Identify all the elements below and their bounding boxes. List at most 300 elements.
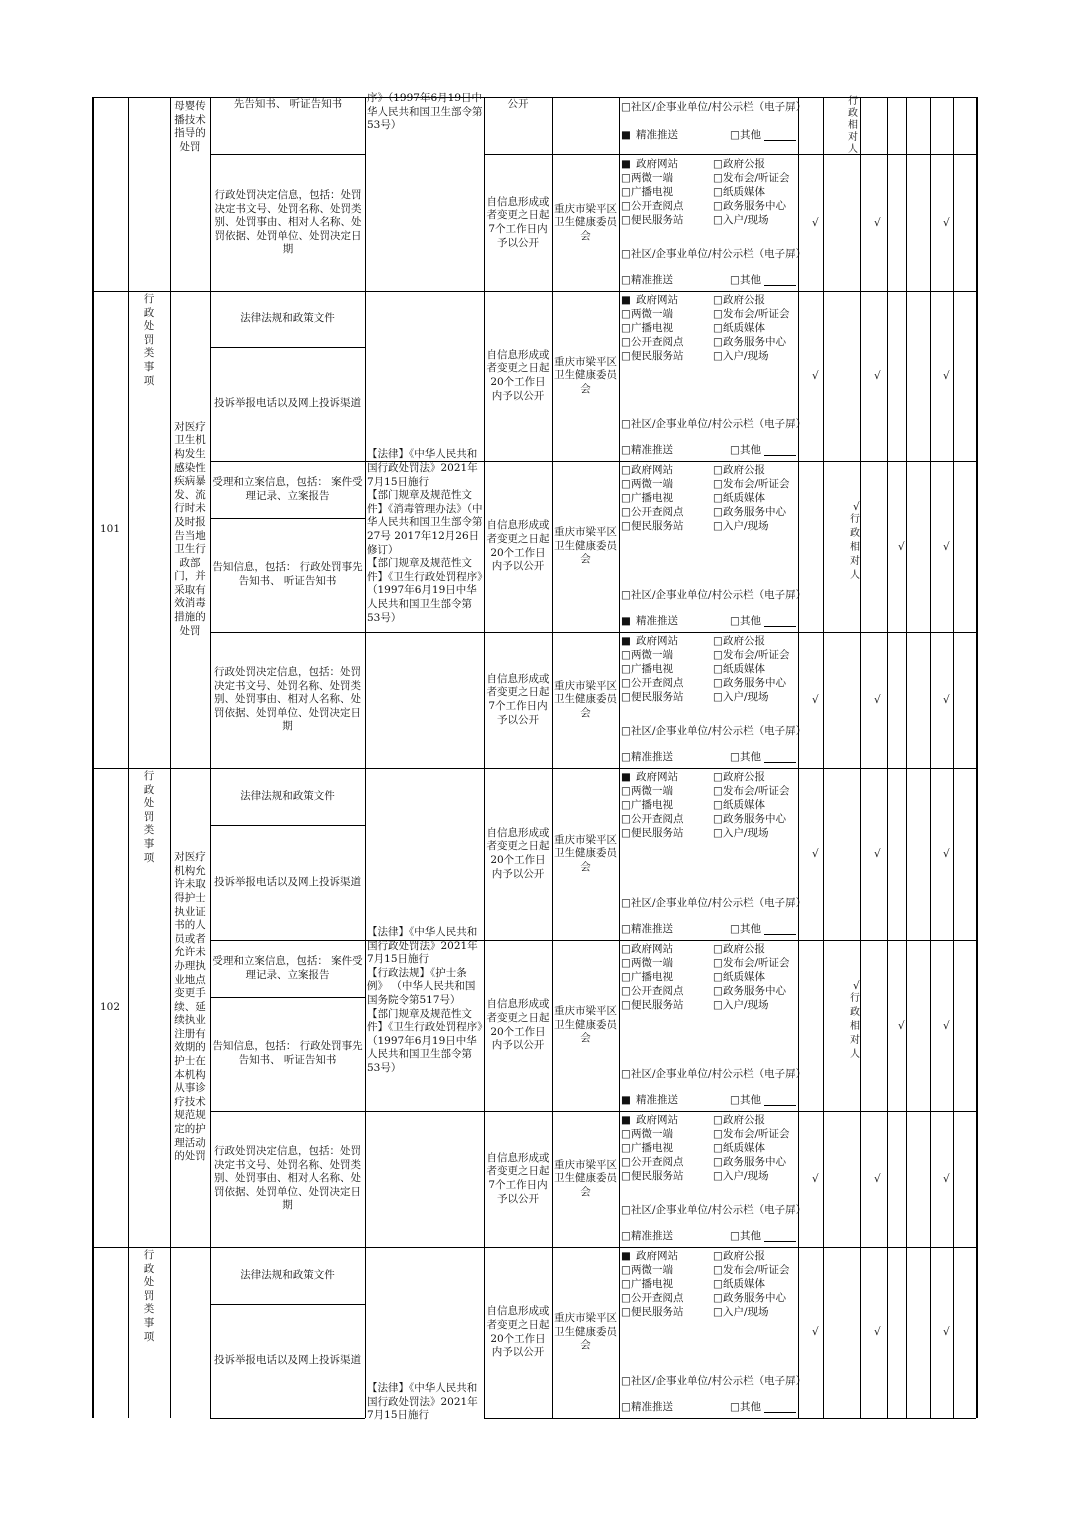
check-mark: √ [874, 217, 881, 229]
checkbox-icon: □ [621, 827, 631, 839]
checkbox-icon: □ [621, 336, 631, 348]
checkbox-icon: □ [621, 1142, 631, 1154]
channel-label: 广播电视 [631, 492, 673, 504]
channel-label: 发布会/听证会 [723, 1264, 790, 1276]
channel-label: 两微一端 [631, 478, 673, 490]
checkbox-icon: □ [730, 129, 740, 141]
checkbox-icon: □ [713, 1128, 723, 1140]
channel-label: 社区/企事业单位/村公示栏（电子屏） [631, 589, 807, 601]
channel-label: 两微一端 [631, 649, 673, 661]
checkbox-icon: □ [713, 186, 723, 198]
channel-label: 发布会/听证会 [723, 785, 790, 797]
table-rule [170, 97, 171, 1418]
check-mark: √ [874, 848, 881, 860]
content-text: 投诉举报电话以及网上投诉渠道 [214, 1354, 361, 1367]
timing-text: 自信息形成或者变更之日起20个工作日内予以公开 [486, 348, 550, 402]
channel-label: 纸质媒体 [723, 1142, 765, 1154]
channel-label: 两微一端 [631, 172, 673, 184]
table-rule [552, 97, 553, 1418]
channel-label: 两微一端 [631, 957, 673, 969]
checkbox-icon: ■ [621, 771, 631, 783]
checkbox-icon: □ [713, 785, 723, 797]
checkbox-icon: □ [621, 589, 631, 601]
basis-text: 【法律】《中华人民共和国行政处罚法》2021年7月15日施行 【行政法规】《护士条例》 （中华人民共和国国务院令第517号） 【部门规章及规范性文件】《卫生行政处罚程序》（1997年6月19日中华人民共和国卫生部令第53号） [367, 926, 483, 1074]
channel-label: 政府网站 [636, 635, 678, 647]
channel-label: 便民服务站 [631, 214, 684, 226]
checkbox-icon: □ [621, 725, 631, 737]
checkbox-icon: ■ [621, 1094, 631, 1106]
checkbox-icon: □ [621, 350, 631, 362]
basis-text: 【法律】《中华人民共和国行政处罚法》2021年7月15日施行 [367, 1382, 478, 1422]
subject-text: 行 政 相 对 人 [850, 513, 860, 581]
checkbox-icon: ■ [621, 635, 631, 647]
channel-label: 政务服务中心 [723, 813, 786, 825]
checkbox-icon: □ [621, 308, 631, 320]
checkbox-icon: □ [621, 1306, 631, 1318]
channel-label: 发布会/听证会 [723, 308, 790, 320]
checkbox-icon: □ [713, 771, 723, 783]
checkbox-icon: □ [621, 1204, 631, 1216]
channel-label: 公开查阅点 [631, 1156, 684, 1168]
checkbox-icon: □ [713, 957, 723, 969]
channel-label: 便民服务站 [631, 520, 684, 532]
checkbox-icon: □ [621, 691, 631, 703]
content-text: 行政处罚决定信息，包括：处罚决定书文号、处罚名称、处罚类别、处罚事由、相对人名称、处罚依据、处罚单位、处罚决定日期 [214, 666, 361, 733]
checkbox-icon: □ [621, 1278, 631, 1290]
channel-label: 其他 [740, 615, 761, 627]
content-text: 先告知书、 听证告知书 [233, 98, 343, 110]
channel-label: 政府公报 [723, 943, 765, 955]
checkbox-icon: □ [730, 751, 740, 763]
table-rule [976, 97, 978, 1418]
blank-underline [764, 1412, 796, 1413]
channel-label: 精准推送 [631, 1230, 673, 1242]
channel-label: 广播电视 [631, 322, 673, 334]
channel-label: 广播电视 [631, 663, 673, 675]
channel-label: 其他 [740, 751, 761, 763]
checkbox-icon: □ [713, 214, 723, 226]
checkbox-icon: □ [713, 827, 723, 839]
channel-label: 社区/企事业单位/村公示栏（电子屏） [631, 1068, 807, 1080]
checkbox-icon: □ [621, 677, 631, 689]
channel-label: 政府网站 [636, 771, 678, 783]
channel-label: 政府网站 [636, 1114, 678, 1126]
blank-underline [764, 626, 796, 627]
checkbox-icon: □ [713, 649, 723, 661]
channel-label: 政府网站 [631, 464, 673, 476]
basis-text: 【法律】《中华人民共和国行政处罚法》2021年7月15日施行 【部门规章及规范性文件】《消毒管理办法》（中华人民共和国卫生部令第27号 2017年12月26日修订） 【部门规章及规范性文件】《卫生行政处罚程序》（1997年6月19日中华人民共和国卫生部令第53号） [367, 448, 483, 624]
checkbox-icon: □ [621, 322, 631, 334]
checkbox-icon: □ [713, 1264, 723, 1276]
checkbox-icon: □ [713, 971, 723, 983]
checkbox-icon: □ [621, 1375, 631, 1387]
channel-label: 政府网站 [631, 943, 673, 955]
check-mark: √ [943, 848, 950, 860]
content-text: 受理和立案信息，包括： 案件受理记录、立案报告 [212, 954, 363, 981]
checkbox-icon: □ [713, 172, 723, 184]
checkbox-icon: □ [621, 1068, 631, 1080]
item-text: 母婴传播技术指导的处罚 [174, 100, 206, 153]
agency-text: 重庆市梁平区卫生健康委员会 [554, 202, 617, 242]
checkbox-icon: □ [713, 1250, 723, 1262]
checkbox-icon: □ [713, 1170, 723, 1182]
channel-label: 便民服务站 [631, 1306, 684, 1318]
channel-label: 入户/现场 [723, 999, 769, 1011]
agency-text: 重庆市梁平区卫生健康委员会 [554, 526, 617, 566]
channel-label: 公开查阅点 [631, 1292, 684, 1304]
channel-label: 便民服务站 [631, 691, 684, 703]
channel-label: 发布会/听证会 [723, 649, 790, 661]
check-mark: √ [943, 217, 950, 229]
checkbox-icon: □ [621, 200, 631, 212]
channel-label: 广播电视 [631, 1278, 673, 1290]
checkbox-icon: □ [713, 677, 723, 689]
blank-underline [764, 285, 796, 286]
checkbox-icon: □ [621, 1128, 631, 1140]
content-text: 投诉举报电话以及网上投诉渠道 [214, 397, 361, 410]
checkbox-icon: □ [621, 813, 631, 825]
channel-label: 政府公报 [723, 294, 765, 306]
checkbox-icon: □ [713, 464, 723, 476]
channel-label: 社区/企事业单位/村公示栏（电子屏） [631, 1204, 807, 1216]
blank-underline [764, 1105, 796, 1106]
timing-text: 自信息形成或者变更之日起20个工作日内予以公开 [486, 826, 550, 880]
channel-label: 公开查阅点 [631, 813, 684, 825]
check-mark: √ [874, 1326, 881, 1338]
checkbox-icon: □ [713, 1156, 723, 1168]
checkbox-icon: ■ [621, 615, 631, 627]
checkbox-icon: □ [713, 492, 723, 504]
checkbox-icon: □ [621, 214, 631, 226]
checkbox-icon: □ [713, 1142, 723, 1154]
channel-label: 发布会/听证会 [723, 1128, 790, 1140]
content-text: 告知信息，包括： 行政处罚事先告知书、 听证告知书 [212, 1040, 363, 1066]
agency-text: 重庆市梁平区卫生健康委员会 [554, 833, 617, 873]
check-mark: √ [853, 500, 860, 513]
channel-label: 广播电视 [631, 971, 673, 983]
channel-label: 公开查阅点 [631, 985, 684, 997]
checkbox-icon: □ [621, 418, 631, 430]
channel-label: 入户/现场 [723, 520, 769, 532]
channel-label: 精准推送 [636, 615, 678, 627]
checkbox-icon: □ [621, 663, 631, 675]
table-rule [210, 154, 365, 155]
channel-label: 入户/现场 [723, 1170, 769, 1182]
checkbox-icon: □ [621, 492, 631, 504]
checkbox-icon: □ [713, 813, 723, 825]
category-text: 行 政 处 罚 类 事 项 [143, 293, 155, 387]
checkbox-icon: □ [730, 274, 740, 286]
channel-label: 其他 [740, 1094, 761, 1106]
checkbox-icon: □ [621, 248, 631, 260]
channel-label: 政府网站 [636, 294, 678, 306]
checkbox-icon: □ [621, 751, 631, 763]
channel-label: 政府公报 [723, 771, 765, 783]
channel-label: 政务服务中心 [723, 506, 786, 518]
checkbox-icon: □ [713, 478, 723, 490]
channel-label: 政府公报 [723, 635, 765, 647]
channel-label: 其他 [740, 129, 761, 141]
blank-underline [764, 934, 796, 935]
check-mark: √ [812, 217, 819, 229]
channel-label: 政府公报 [723, 158, 765, 170]
channel-label: 政府网站 [636, 158, 678, 170]
checkbox-icon: □ [713, 294, 723, 306]
channel-label: 公开查阅点 [631, 677, 684, 689]
checkbox-icon: □ [713, 308, 723, 320]
checkbox-icon: □ [621, 478, 631, 490]
channel-label: 政务服务中心 [723, 1292, 786, 1304]
channel-label: 入户/现场 [723, 827, 769, 839]
table-rule [210, 97, 211, 1418]
content-text: 行政处罚决定信息，包括：处罚决定书文号、处罚名称、处罚类别、处罚事由、相对人名称、处罚依据、处罚单位、处罚决定日期 [214, 189, 362, 256]
checkbox-icon: □ [730, 1230, 740, 1242]
channel-label: 社区/企事业单位/村公示栏（电子屏） [631, 897, 807, 909]
channel-label: 公开查阅点 [631, 506, 684, 518]
channel-label: 其他 [740, 923, 761, 935]
checkbox-icon: □ [621, 1264, 631, 1276]
channel-label: 精准推送 [631, 274, 673, 286]
content-text: 法律法规和政策文件 [240, 1268, 335, 1281]
channel-label: 政府公报 [723, 1250, 765, 1262]
timing-text: 自信息形成或者变更之日起20个工作日内予以公开 [486, 998, 550, 1052]
check-mark: √ [943, 370, 950, 382]
channel-label: 精准推送 [636, 1094, 678, 1106]
channel-label: 公开查阅点 [631, 200, 684, 212]
agency-text: 重庆市梁平区卫生健康委员会 [554, 679, 617, 719]
checkbox-icon: □ [621, 923, 631, 935]
category-text: 行 政 处 罚 类 事 项 [143, 1249, 155, 1343]
channel-label: 政务服务中心 [723, 985, 786, 997]
checkbox-icon: ■ [621, 1250, 631, 1262]
basis-text: 序》（1997年6月19日中华人民共和国卫生部令第53号） [367, 92, 483, 132]
checkbox-icon: ■ [621, 129, 631, 141]
checkbox-icon: □ [713, 999, 723, 1011]
channel-label: 发布会/听证会 [723, 957, 790, 969]
check-mark: √ [898, 1019, 905, 1032]
table-rule [484, 97, 485, 1418]
checkbox-icon: □ [713, 200, 723, 212]
channel-label: 广播电视 [631, 186, 673, 198]
checkbox-icon: □ [713, 943, 723, 955]
checkbox-icon: □ [730, 1094, 740, 1106]
blank-underline [764, 140, 796, 141]
check-mark: √ [853, 979, 860, 992]
channel-label: 入户/现场 [723, 1306, 769, 1318]
channel-label: 广播电视 [631, 1142, 673, 1154]
content-text: 法律法规和政策文件 [240, 789, 335, 802]
channel-label: 精准推送 [631, 1401, 673, 1413]
channel-label: 纸质媒体 [723, 492, 765, 504]
channel-label: 政府公报 [723, 1114, 765, 1126]
channel-label: 公开查阅点 [631, 336, 684, 348]
channel-label: 精准推送 [631, 444, 673, 456]
checkbox-icon: □ [621, 444, 631, 456]
checkbox-icon: □ [713, 1114, 723, 1126]
checkbox-icon: □ [621, 520, 631, 532]
item-text: 对医疗机构允许未取得护士执业证书的人员或者允许未办理执业地点变更手续、延续执业注册有效期的护士在本机构从事诊疗技术规范规定的护理活动的处罚 [174, 851, 206, 1163]
checkbox-icon: □ [621, 1292, 631, 1304]
channel-label: 政府公报 [723, 464, 765, 476]
channel-label: 广播电视 [631, 799, 673, 811]
checkbox-icon: □ [621, 957, 631, 969]
checkbox-icon: □ [713, 635, 723, 647]
checkbox-icon: □ [621, 799, 631, 811]
checkbox-icon: □ [713, 985, 723, 997]
check-mark: √ [943, 540, 950, 553]
check-mark: √ [812, 1326, 819, 1338]
checkbox-icon: □ [621, 101, 631, 113]
blank-underline [764, 762, 796, 763]
agency-text: 重庆市梁平区卫生健康委员会 [554, 1158, 617, 1198]
checkbox-icon: □ [730, 444, 740, 456]
agency-text: 重庆市梁平区卫生健康委员会 [554, 1312, 617, 1352]
check-mark: √ [812, 1173, 819, 1185]
timing-text: 自信息形成或者变更之日起7个工作日内予以公开 [486, 195, 550, 249]
check-mark: √ [874, 1173, 881, 1185]
check-mark: √ [874, 370, 881, 382]
channel-label: 入户/现场 [723, 691, 769, 703]
agency-text: 重庆市梁平区卫生健康委员会 [554, 355, 617, 395]
check-mark: √ [943, 1173, 950, 1185]
timing-text: 公开 [507, 98, 529, 110]
subject-text: 行 政 相 对 人 [850, 992, 860, 1060]
channel-label: 政务服务中心 [723, 336, 786, 348]
channel-label: 精准推送 [631, 751, 673, 763]
checkbox-icon: □ [713, 506, 723, 518]
check-mark: √ [943, 694, 950, 706]
channel-label: 便民服务站 [631, 350, 684, 362]
channel-label: 其他 [740, 1230, 761, 1242]
row-number: 101 [99, 522, 121, 535]
channel-label: 入户/现场 [723, 350, 769, 362]
table-rule [930, 97, 931, 1418]
table-rule [823, 97, 824, 1418]
checkbox-icon: □ [713, 691, 723, 703]
timing-text: 自信息形成或者变更之日起20个工作日内予以公开 [486, 1305, 550, 1359]
checkbox-icon: □ [621, 785, 631, 797]
checkbox-icon: □ [621, 897, 631, 909]
checkbox-icon: □ [713, 322, 723, 334]
checkbox-icon: □ [730, 1401, 740, 1413]
channel-label: 便民服务站 [631, 1170, 684, 1182]
checkbox-icon: □ [713, 1306, 723, 1318]
channel-label: 两微一端 [631, 1128, 673, 1140]
check-mark: √ [943, 1019, 950, 1032]
check-mark: √ [812, 370, 819, 382]
checkbox-icon: □ [713, 336, 723, 348]
checkbox-icon: □ [621, 464, 631, 476]
checkbox-icon: ■ [621, 294, 631, 306]
channel-label: 纸质媒体 [723, 799, 765, 811]
item-text: 对医疗卫生机构发生感染性疾病暴发、流行时未及时报告当地卫生行政部门，并采取有效消毒措施的处罚 [174, 420, 206, 637]
checkbox-icon: □ [621, 1170, 631, 1182]
category-text: 行 政 处 罚 类 事 项 [143, 770, 155, 864]
table-rule [484, 1418, 976, 1419]
channel-label: 纸质媒体 [723, 971, 765, 983]
row-number: 102 [99, 1000, 121, 1013]
timing-text: 自信息形成或者变更之日起20个工作日内予以公开 [486, 519, 550, 573]
checkbox-icon: □ [621, 649, 631, 661]
timing-text: 自信息形成或者变更之日起7个工作日内予以公开 [486, 1151, 550, 1205]
checkbox-icon: □ [713, 1292, 723, 1304]
checkbox-icon: □ [621, 186, 631, 198]
check-mark: √ [874, 694, 881, 706]
table-rule [860, 97, 861, 1418]
subject-text: 行 政 相 对 人 [848, 96, 858, 155]
channel-label: 两微一端 [631, 1264, 673, 1276]
checkbox-icon: □ [621, 172, 631, 184]
channel-label: 社区/企事业单位/村公示栏（电子屏） [631, 418, 807, 430]
table-rule [887, 97, 888, 1418]
checkbox-icon: ■ [621, 1114, 631, 1126]
checkbox-icon: □ [730, 923, 740, 935]
checkbox-icon: □ [621, 1230, 631, 1242]
checkbox-icon: □ [713, 158, 723, 170]
channel-label: 政务服务中心 [723, 1156, 786, 1168]
channel-label: 纸质媒体 [723, 1278, 765, 1290]
checkbox-icon: □ [713, 350, 723, 362]
table-rule [798, 97, 799, 1418]
table-rule [953, 97, 954, 1418]
table-rule [619, 97, 620, 1418]
channel-label: 其他 [740, 1401, 761, 1413]
timing-text: 自信息形成或者变更之日起7个工作日内予以公开 [486, 672, 550, 726]
checkbox-icon: ■ [621, 158, 631, 170]
channel-label: 两微一端 [631, 308, 673, 320]
channel-label: 便民服务站 [631, 827, 684, 839]
table-rule [365, 97, 366, 1418]
agency-text: 重庆市梁平区卫生健康委员会 [554, 1005, 617, 1045]
channel-label: 入户/现场 [723, 214, 769, 226]
check-mark: √ [812, 694, 819, 706]
channel-label: 其他 [740, 444, 761, 456]
channel-label: 精准推送 [631, 923, 673, 935]
checkbox-icon: □ [621, 971, 631, 983]
check-mark: √ [898, 540, 905, 553]
checkbox-icon: □ [621, 274, 631, 286]
checkbox-icon: □ [621, 506, 631, 518]
channel-label: 便民服务站 [631, 999, 684, 1011]
channel-label: 发布会/听证会 [723, 172, 790, 184]
table-rule [210, 1418, 365, 1419]
content-text: 法律法规和政策文件 [240, 312, 335, 325]
table-rule [484, 154, 976, 155]
channel-label: 社区/企事业单位/村公示栏（电子屏） [631, 725, 807, 737]
checkbox-icon: □ [621, 943, 631, 955]
channel-label: 政府网站 [636, 1250, 678, 1262]
channel-label: 社区/企事业单位/村公示栏（电子屏） [631, 101, 807, 113]
channel-label: 纸质媒体 [723, 186, 765, 198]
channel-label: 纸质媒体 [723, 322, 765, 334]
channel-label: 政务服务中心 [723, 677, 786, 689]
channel-label: 其他 [740, 274, 761, 286]
channel-label: 发布会/听证会 [723, 478, 790, 490]
check-mark: √ [943, 1326, 950, 1338]
check-mark: √ [812, 848, 819, 860]
table-rule [906, 97, 907, 1418]
content-text: 受理和立案信息，包括： 案件受理记录、立案报告 [212, 475, 363, 502]
checkbox-icon: □ [713, 520, 723, 532]
checkbox-icon: □ [621, 985, 631, 997]
checkbox-icon: □ [621, 1156, 631, 1168]
checkbox-icon: □ [730, 615, 740, 627]
blank-underline [764, 455, 796, 456]
channel-label: 纸质媒体 [723, 663, 765, 675]
content-text: 告知信息，包括： 行政处罚事先告知书、 听证告知书 [212, 561, 363, 587]
checkbox-icon: □ [713, 1278, 723, 1290]
channel-label: 社区/企事业单位/村公示栏（电子屏） [631, 1375, 807, 1387]
